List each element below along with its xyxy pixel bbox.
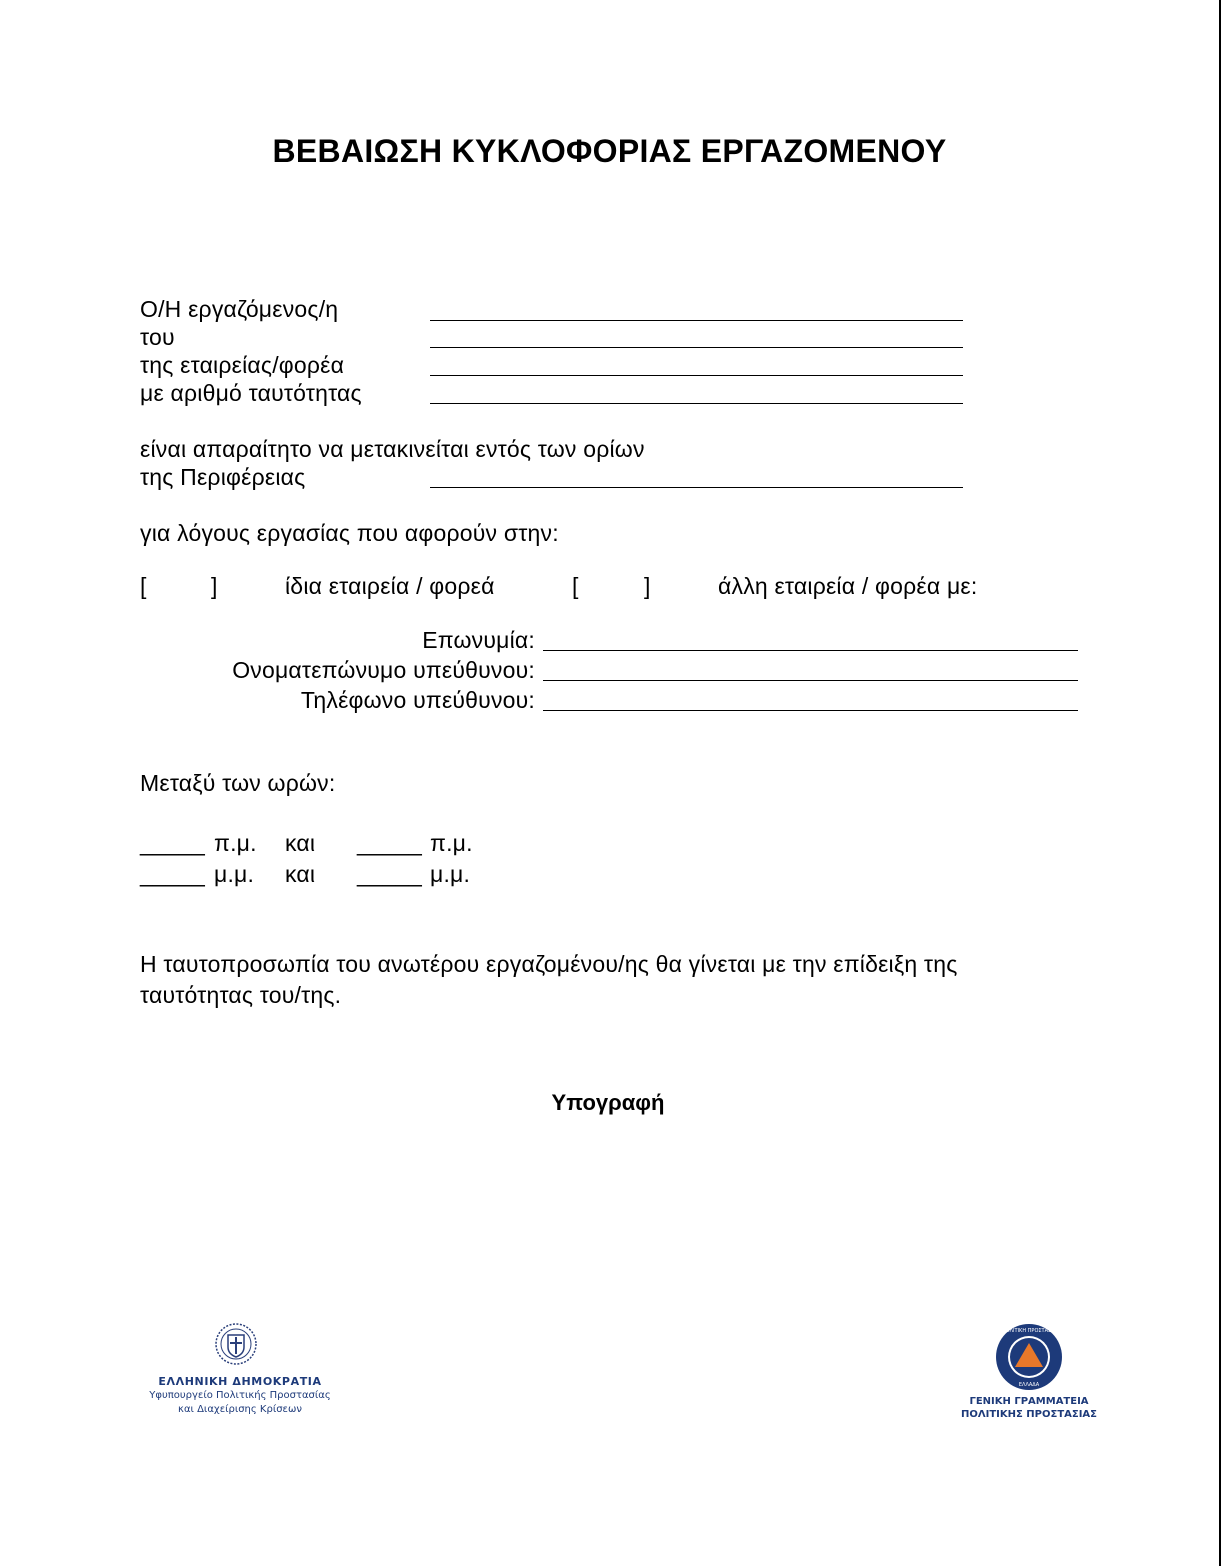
right-logo-line1: ΓΕΝΙΚΗ ΓΡΑΜΜΑΤΕΙΑ	[969, 1396, 1089, 1407]
right-logo-line2: ΠΟΛΙΤΙΚΗΣ ΠΡΟΣΤΑΣΙΑΣ	[960, 1409, 1097, 1420]
field-label-employee: Ο/Η εργαζόμενος/η	[140, 296, 339, 322]
hours-am-unit: π.μ.	[214, 830, 257, 856]
field-input-responsible-phone[interactable]	[543, 710, 1078, 711]
field-label-of: του	[140, 324, 175, 350]
checkbox-close-bracket: ]	[211, 573, 218, 599]
field-label-company: της εταιρείας/φορέα	[140, 352, 345, 378]
hours-and: και	[285, 830, 316, 856]
field-label-region: της Περιφέρειας	[140, 464, 306, 490]
hours-pm-to-blank[interactable]: _____	[357, 861, 422, 887]
option-label-same-company: ίδια εταιρεία / φορεά	[285, 573, 495, 599]
hours-pm-unit: μ.μ.	[430, 861, 471, 887]
left-logo-line1: ΕΛΛΗΝΙΚΗ ΔΗΜΟΚΡΑΤΙΑ	[158, 1375, 322, 1388]
checkbox-open-bracket: [	[140, 573, 147, 599]
svg-text:ΕΛΛΑΔΑ: ΕΛΛΑΔΑ	[1018, 1382, 1040, 1388]
civil-protection-seal-icon	[995, 1323, 1063, 1391]
reason-intro: για λόγους εργασίας που αφορούν στην:	[140, 520, 559, 546]
option-label-other-company: άλλη εταιρεία / φορέα με:	[718, 573, 978, 599]
checkbox-open-bracket: [	[572, 573, 579, 599]
movement-text: είναι απαραίτητο να μετακινείται εντός των ορίων	[140, 436, 645, 462]
svg-text:ΠΟΛΙΤΙΚΗ ΠΡΟΣΤΑΣΙΑ: ΠΟΛΙΤΙΚΗ ΠΡΟΣΤΑΣΙΑ	[1001, 1328, 1057, 1334]
hours-label: Μεταξύ των ωρών:	[140, 770, 336, 796]
hours-am-unit: π.μ.	[430, 830, 473, 856]
hours-am-from-blank[interactable]: _____	[140, 830, 205, 856]
field-input-id-number[interactable]	[430, 403, 963, 404]
field-input-employee[interactable]	[430, 320, 963, 321]
greek-coat-of-arms-icon	[214, 1322, 258, 1366]
hours-and: και	[285, 861, 316, 887]
identity-note-line1: Η ταυτοπροσωπία του ανωτέρου εργαζομένου/ης θα γίνεται με την επίδειξη της	[140, 951, 958, 977]
checkbox-close-bracket: ]	[644, 573, 651, 599]
signature-label: Υπογραφή	[551, 1090, 665, 1115]
field-label-company-name: Επωνυμία:	[422, 627, 535, 653]
hours-am-to-blank[interactable]: _____	[357, 830, 422, 856]
field-input-responsible-name[interactable]	[543, 680, 1078, 681]
field-label-id-number: με αριθμό ταυτότητας	[140, 380, 362, 406]
field-input-region[interactable]	[430, 487, 963, 488]
page-right-edge	[1219, 0, 1221, 1566]
hours-pm-from-blank[interactable]: _____	[140, 861, 205, 887]
field-label-responsible-phone: Τηλέφωνο υπεύθυνου:	[300, 687, 535, 713]
left-logo-line3: και Διαχείρισης Κρίσεων	[178, 1404, 302, 1415]
field-input-of[interactable]	[430, 347, 963, 348]
field-input-company[interactable]	[430, 375, 963, 376]
field-label-responsible-name: Ονοματεπώνυμο υπεύθυνου:	[232, 657, 535, 683]
field-input-company-name[interactable]	[543, 650, 1078, 651]
left-logo-line2: Υφυπουργείο Πολιτικής Προστασίας	[149, 1390, 331, 1401]
hours-pm-unit: μ.μ.	[214, 861, 255, 887]
identity-note-line2: ταυτότητας του/της.	[140, 982, 342, 1008]
document-title: ΒΕΒΑΙΩΣΗ ΚΥΚΛΟΦΟΡΙΑΣ ΕΡΓΑΖΟΜΕΝΟΥ	[272, 133, 947, 169]
